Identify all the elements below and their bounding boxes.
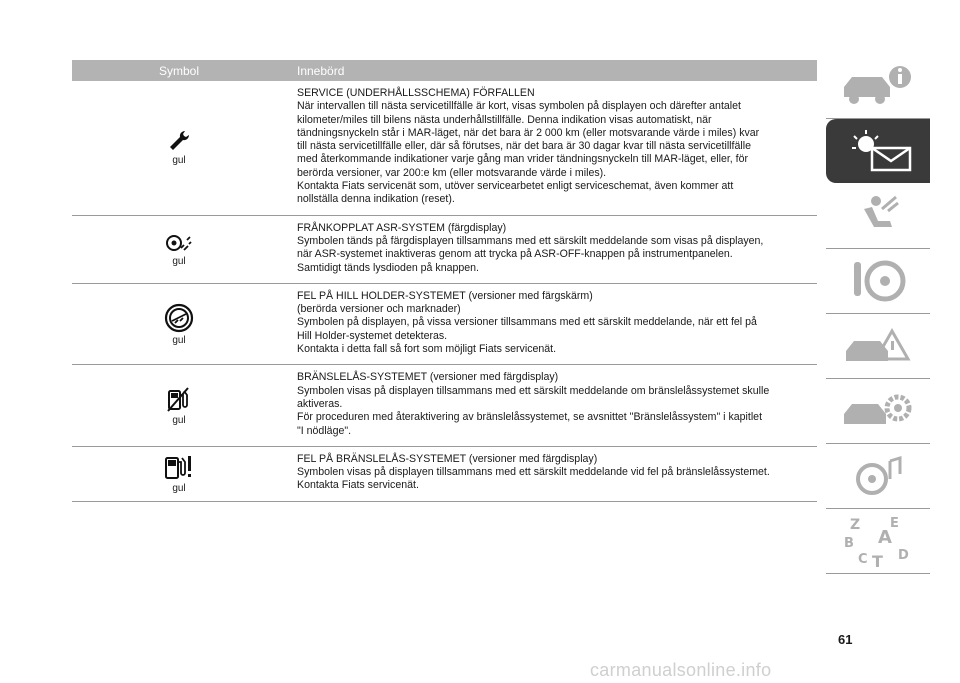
page-number: 61: [838, 632, 853, 647]
tab-warning-lights[interactable]: [826, 119, 930, 183]
svg-text:D: D: [898, 548, 909, 563]
car-breakdown-warning-icon: [838, 321, 918, 371]
key-steering-wheel-icon: [838, 256, 918, 306]
table-row: [72, 447, 817, 502]
warning-lights-table: [72, 60, 817, 502]
row-title: SERVICE (UNDERHÅLLSSCHEMA) FÖRFALLEN: [297, 87, 535, 99]
row-text-line: Kontakta i detta fall så fort som möjligt Fiats servicenät.: [297, 343, 557, 356]
row-text-line: Samtidigt tänds lysdioden på knappen.: [297, 261, 479, 274]
row-title: FEL PÅ HILL HOLDER-SYSTEMET (versioner med färgskärm): [297, 289, 593, 302]
row-title: BRÄNSLELÅS-SYSTEMET (versioner med färgdisplay): [297, 371, 559, 384]
tab-index[interactable]: [826, 509, 930, 574]
hill-holder-fault-icon: [164, 303, 194, 333]
row-text-line: nollställa denna indikation (reset).: [297, 193, 455, 206]
symbol-color-label: gul: [172, 155, 186, 167]
symbol-cell: [72, 284, 286, 364]
svg-text:E: E: [890, 516, 899, 531]
chapter-sidebar: [826, 54, 930, 574]
fuel-block-icon: [166, 385, 192, 413]
tab-multimedia[interactable]: [826, 444, 930, 509]
table-row: [72, 284, 817, 365]
table-row: [72, 81, 817, 216]
warning-light-message-icon: [838, 126, 918, 176]
meaning-cell: [286, 216, 817, 283]
row-text-line: Symbolen visas på displayen tillsammans med ett särskilt meddelande om bränslelåssystemet skulle: [297, 384, 770, 397]
row-text-line: När intervallen till nästa servicetillfälle är kort, visas symbolen på displayen och därefter antalet: [297, 100, 741, 113]
car-info-icon: [838, 61, 918, 111]
car-maintenance-gear-icon: [838, 386, 918, 436]
row-text-line: när ASR-systemet inaktiveras genom att trycka på ASR-OFF-knappen på instrumentpanelen.: [297, 248, 733, 261]
row-title: FRÅNKOPPLAT ASR-SYSTEM (färgdisplay): [297, 221, 507, 234]
row-text-line: berörda versioner, var 200:e km (eller motsvarande värde i miles).: [297, 166, 607, 179]
symbol-cell: [72, 216, 286, 283]
header-meaning: Innebörd: [297, 63, 345, 78]
row-text-line: Hill Holder-systemet detekteras.: [297, 329, 448, 342]
symbol-cell: [72, 447, 286, 501]
row-text-line: kilometer/miles till bilens nästa underhållstillfälle. Denna indikation visas automatiskt, när: [297, 113, 712, 126]
row-text-line: tändningsnyckeln står i MAR-läget, när det bara är 2 000 km (eller motsvarande värde i miles) kvar: [297, 126, 760, 139]
svg-text:A: A: [878, 527, 892, 548]
svg-text:T: T: [872, 552, 883, 569]
row-text-line: Kontakta Fiats servicenät som, utöver servicearbetet enligt serviceschemat, även kommer att: [297, 180, 734, 193]
symbol-color-label: gul: [172, 415, 186, 427]
symbol-color-label: gul: [172, 255, 186, 267]
symbol-cell: [72, 81, 286, 215]
tab-starting-driving[interactable]: [826, 249, 930, 314]
row-text-line: Symbolen visas på displayen tillsammans med ett särskilt meddelande vid fel på bränslelåssystemet.: [297, 466, 770, 479]
table-row: [72, 216, 817, 284]
symbol-color-label: gul: [172, 334, 186, 346]
tab-maintenance[interactable]: [826, 379, 930, 444]
row-text-line: till nästa servicetillfälle eller, där så förutses, när det bara är 30 dagar kvar till nästa servicetillfälle: [297, 140, 751, 153]
row-text-line: Symbolen på displayen, på vissa versioner tillsammans med ett särskilt meddelande, när ett fel på: [297, 316, 757, 329]
multimedia-music-icon: [838, 451, 918, 501]
alphabetical-index-icon: [838, 513, 918, 569]
row-title: FEL PÅ BRÄNSLELÅS-SYSTEMET (versioner med färgdisplay): [297, 452, 598, 465]
row-text-line: Symbolen tänds på färgdisplayen tillsammans med ett särskilt meddelande som visas på displayen,: [297, 234, 764, 247]
svg-text:C: C: [858, 552, 868, 567]
tab-emergency[interactable]: [826, 314, 930, 379]
meaning-cell: [286, 81, 817, 215]
symbol-color-label: gul: [172, 483, 186, 495]
row-text-line: "I nödläge".: [297, 424, 352, 437]
header-symbol: Symbol: [158, 63, 199, 78]
tab-safety[interactable]: [826, 184, 930, 249]
meaning-cell: [286, 284, 817, 364]
row-text-line: aktiveras.: [297, 397, 343, 410]
meaning-cell: [286, 365, 817, 445]
tab-car-info[interactable]: [826, 54, 930, 119]
asr-off-icon: [165, 232, 193, 254]
svg-text:Z: Z: [850, 517, 861, 533]
seat-airbag-icon: [838, 191, 918, 241]
fuel-fault-icon: [164, 453, 194, 481]
watermark: carmanualsonline.info: [590, 660, 772, 680]
meaning-cell: [286, 447, 817, 501]
table-header: [72, 60, 817, 81]
row-text-line: (berörda versioner och marknader): [297, 303, 461, 316]
row-text-line: För proceduren med återaktivering av bränslelåssystemet, se avsnittet "Bränslelåssystem" i kapitlet: [297, 411, 763, 424]
table-row: [72, 365, 817, 446]
row-text-line: Kontakta Fiats servicenät.: [297, 479, 419, 492]
wrench-icon: [168, 129, 190, 153]
svg-text:B: B: [844, 536, 854, 551]
symbol-cell: [72, 365, 286, 445]
row-text-line: med återkommande indikationer varje gång man vrider tändningsnyckeln till MAR-läget, eller, för: [297, 153, 749, 166]
